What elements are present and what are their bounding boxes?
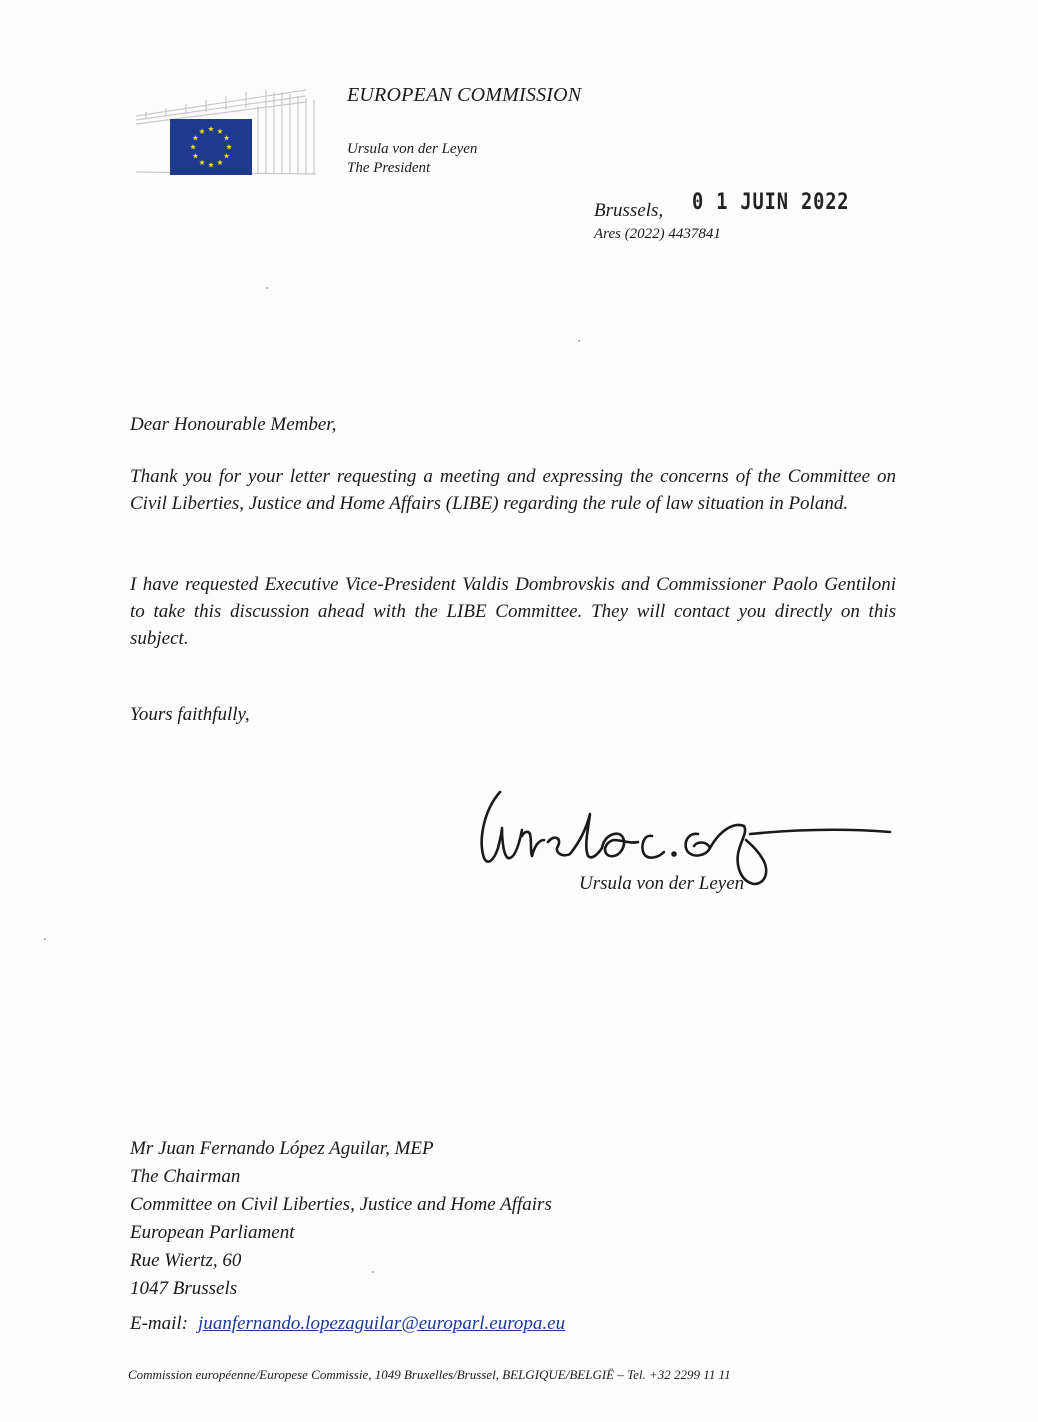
scan-speck: [44, 938, 46, 940]
address-line: Rue Wiertz, 60: [130, 1250, 242, 1271]
european-commission-logo: [126, 86, 326, 178]
scan-speck: [578, 340, 580, 342]
salutation: Dear Honourable Member,: [130, 414, 337, 435]
email-row: [130, 1313, 565, 1335]
address-line: European Parliament: [130, 1222, 295, 1243]
address-line: Mr Juan Fernando López Aguilar, MEP: [130, 1138, 434, 1159]
address-line: 1047 Brussels: [130, 1278, 238, 1299]
sender-block: [347, 140, 477, 178]
email-link[interactable]: juanfernando.lopezaguilar@europarl.europa.eu: [198, 1313, 566, 1334]
date-stamp: 0 1 JUIN 2022: [692, 190, 850, 215]
body-paragraph: Thank you for your letter requesting a meeting and expressing the concerns of the Committee on Civil Liberties, Justice and Home Affairs (LIBE) regarding the rule of law situation in Poland.: [130, 466, 896, 514]
address-line: The Chairman: [130, 1166, 241, 1187]
sender-title: The President: [347, 160, 431, 176]
dateline-place: Brussels,: [594, 200, 664, 221]
reference-number: Ares (2022) 4437841: [594, 226, 721, 242]
footer-address: Commission européenne/Europese Commissie, 1049 Bruxelles/Brussel, BELGIQUE/BELGIË – Tel. +32 2299 11 11: [128, 1367, 731, 1382]
signer-name: Ursula von der Leyen: [579, 873, 745, 894]
handwritten-signature: [470, 770, 910, 890]
email-label: E-mail:: [130, 1313, 189, 1334]
recipient-address: [130, 1135, 552, 1303]
scan-speck: [266, 287, 268, 289]
scan-speck: [372, 1271, 374, 1273]
body-paragraph: I have requested Executive Vice-President Valdis Dombrovskis and Commissioner Paolo Gentiloni to take this discussion ahead with the LIBE Committee. They will contact you directly on this subject.: [130, 574, 896, 649]
organization-name: EUROPEAN COMMISSION: [347, 84, 582, 106]
sender-name: Ursula von der Leyen: [347, 141, 478, 157]
address-line: Committee on Civil Liberties, Justice and Home Affairs: [130, 1194, 552, 1215]
closing: Yours faithfully,: [130, 704, 250, 725]
